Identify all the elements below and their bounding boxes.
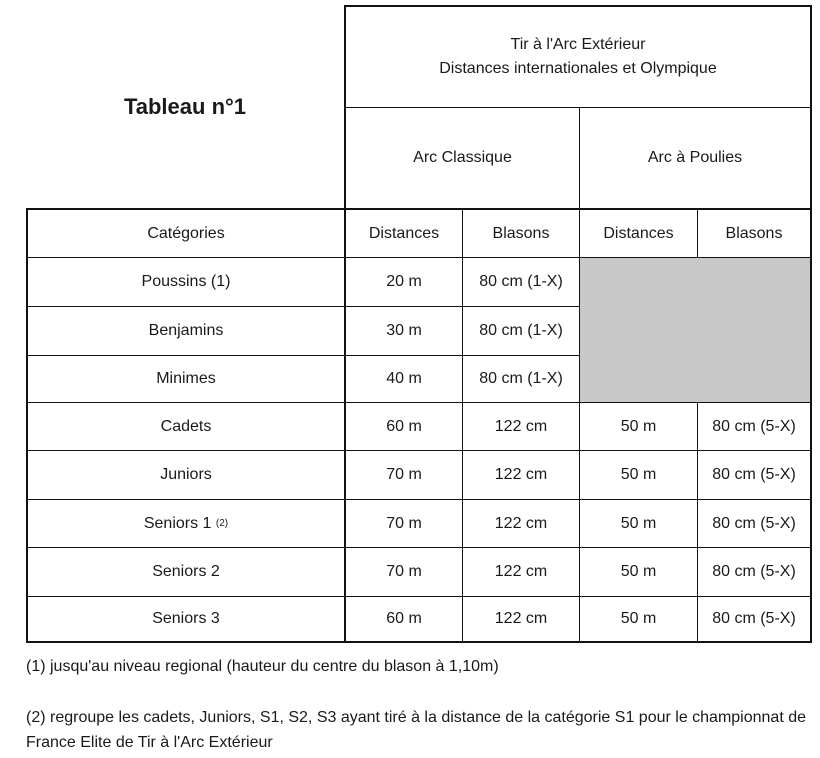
category-cell: Juniors xyxy=(160,466,212,483)
poulies-blason: 80 cm (5-X) xyxy=(712,514,796,532)
classique-distance: 60 m xyxy=(386,417,422,435)
col-header-categories: Catégories xyxy=(147,224,225,242)
col-header-poulies-blasons: Blasons xyxy=(725,224,783,242)
category-cell: Cadets xyxy=(160,417,212,435)
poulies-distance: 50 m xyxy=(620,563,657,580)
footnote-2: (2) regroupe les cadets, Juniors, S1, S2, S3 ayant tiré à la distance de la catégorie S1 pour le championnat de France Elite de Tir à l'Arc Extérieur xyxy=(26,709,807,751)
col-header-classique-distances: Distances xyxy=(368,224,440,242)
not-applicable-area xyxy=(580,258,811,403)
classique-blason: 122 cm xyxy=(494,563,548,580)
poulies-blason: 80 cm (5-X) xyxy=(712,563,796,580)
poulies-blason: 80 cm (5-X) xyxy=(712,610,796,627)
classique-blason: 122 cm xyxy=(494,610,548,627)
poulies-blason: 80 cm (5-X) xyxy=(712,417,796,435)
classique-distance: 40 m xyxy=(386,370,422,387)
classique-distance: 30 m xyxy=(386,322,422,339)
classique-blason: 80 cm (1-X) xyxy=(479,370,563,387)
group-arc-classique: Arc Classique xyxy=(413,149,512,166)
poulies-distance: 50 m xyxy=(620,417,657,435)
col-header-classique-blasons: Blasons xyxy=(492,224,550,242)
classique-distance: 70 m xyxy=(386,563,422,580)
classique-distance: 60 m xyxy=(386,610,422,627)
classique-distance: 70 m xyxy=(386,514,422,532)
classique-blason: 80 cm (1-X) xyxy=(479,322,563,339)
category-cell: Poussins (1) xyxy=(141,273,231,290)
poulies-distance: 50 m xyxy=(620,466,657,483)
group-arc-poulies: Arc à Poulies xyxy=(647,149,743,166)
category-cell: Seniors 2 xyxy=(152,563,220,580)
poulies-distance: 50 m xyxy=(620,514,657,532)
table-title: Tableau n°1 xyxy=(123,94,247,119)
category-cell: Benjamins xyxy=(148,322,224,339)
poulies-distance: 50 m xyxy=(620,610,657,627)
classique-distance: 70 m xyxy=(386,466,422,483)
table-border-bottom xyxy=(26,641,812,643)
category-cell: Seniors 3 xyxy=(152,610,220,627)
classique-blason: 122 cm xyxy=(494,417,548,435)
poulies-blason: 80 cm (5-X) xyxy=(712,466,796,483)
footnote-ref: (2) xyxy=(215,518,229,529)
classique-blason: 80 cm (1-X) xyxy=(479,273,563,290)
footnote-1: (1) jusqu'au niveau regional (hauteur du centre du blason à 1,10m) xyxy=(26,658,499,675)
classique-distance: 20 m xyxy=(386,273,422,290)
category-cell: Minimes xyxy=(156,370,216,387)
classique-blason: 122 cm xyxy=(494,466,548,483)
header-title xyxy=(346,7,810,107)
header-line-2: Distances internationales et Olympique xyxy=(439,60,717,77)
header-line-1: Tir à l'Arc Extérieur xyxy=(510,36,646,53)
classique-blason: 122 cm xyxy=(494,514,548,532)
category-label: Seniors 1 xyxy=(143,514,212,532)
col-header-poulies-distances: Distances xyxy=(603,224,674,242)
category-cell xyxy=(28,500,344,547)
